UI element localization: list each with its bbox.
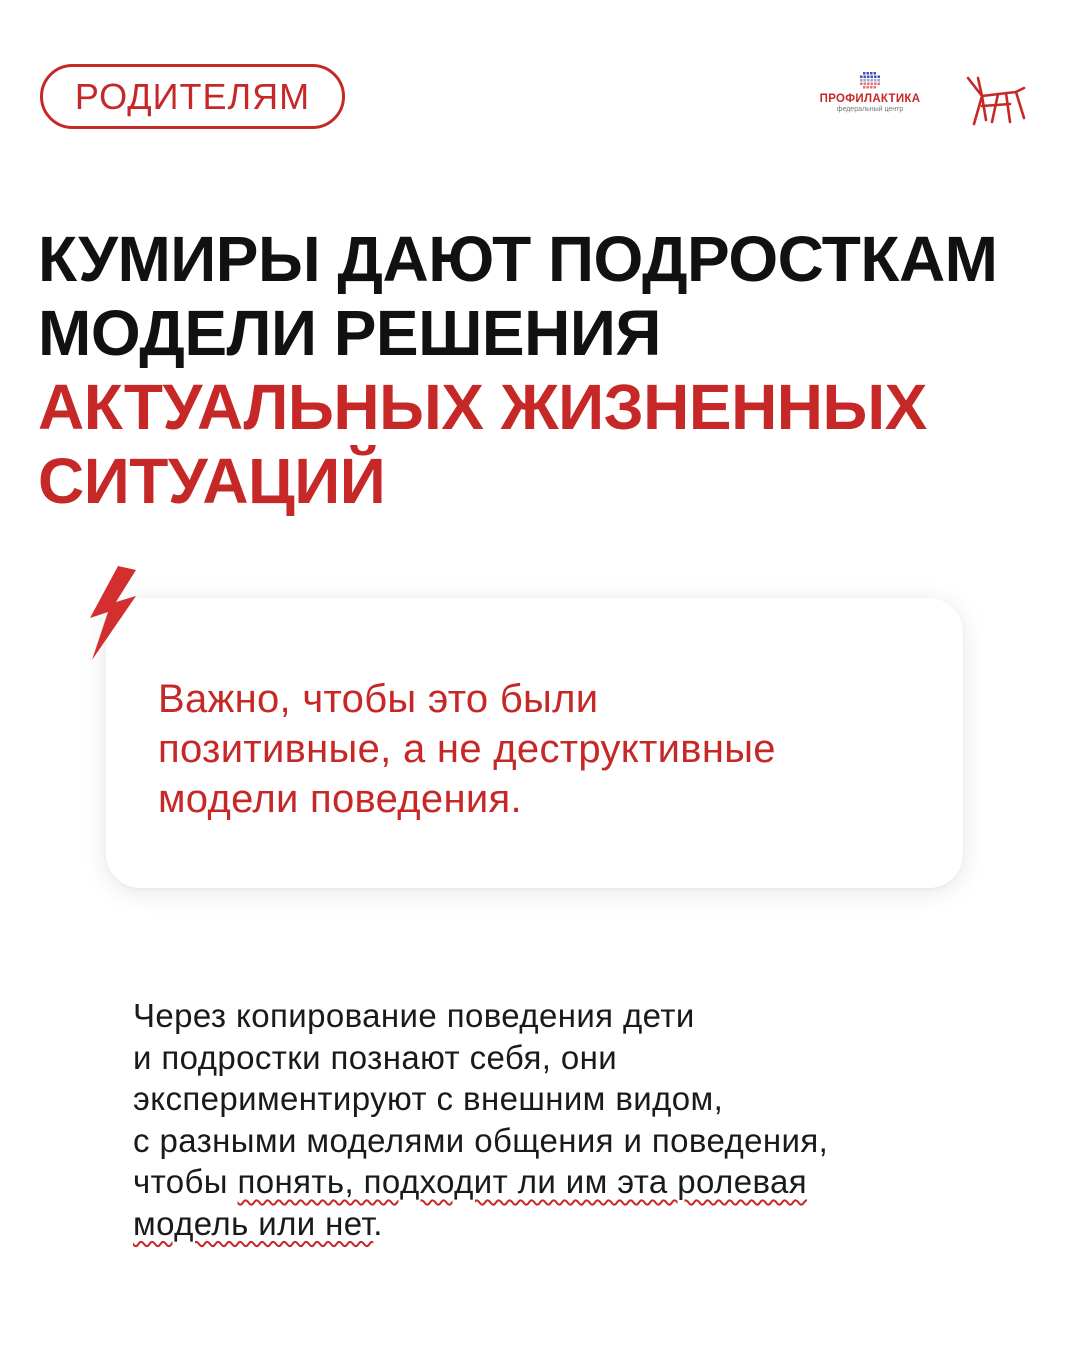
body-paragraph — [133, 995, 1033, 1244]
body-line-4: с разными моделями общения и поведения, — [133, 1121, 829, 1159]
body-line-6-end: . — [373, 1204, 383, 1242]
headline-line-1: КУМИРЫ ДАЮТ ПОДРОСТКАМ — [38, 223, 998, 295]
headline — [38, 222, 1068, 518]
profilaktika-logo — [806, 72, 934, 124]
lightning-bolt-icon — [86, 566, 140, 660]
body-line-3: экспериментируют с внешним видом, — [133, 1080, 724, 1117]
body-line-5 — [133, 1161, 1033, 1203]
headline-line-2: МОДЕЛИ РЕШЕНИЯ — [38, 297, 661, 369]
headline-line-4: СИТУАЦИЙ — [38, 445, 386, 517]
logo-mark-icon — [964, 74, 1028, 126]
callout-line-3: модели поведения. — [158, 777, 522, 821]
body-line-2: и подростки познают себя, они — [133, 1038, 618, 1076]
headline-line-3: АКТУАЛЬНЫХ ЖИЗНЕННЫХ — [38, 371, 927, 443]
body-line-5-plain: чтобы — [133, 1163, 238, 1200]
logo-grid-icon — [859, 72, 881, 90]
body-line-6-marked: модель или нет — [133, 1204, 374, 1242]
logo-subtitle: федеральный центр — [836, 106, 904, 113]
logo-name: ПРОФИЛАКТИКА — [819, 93, 921, 105]
callout-text — [158, 674, 948, 824]
callout-card — [106, 598, 963, 888]
body-line-6 — [133, 1203, 1033, 1245]
body-line-5-marked: понять, подходит ли им эта ролевая — [237, 1163, 808, 1200]
callout-line-1: Важно, чтобы это были — [158, 677, 599, 721]
audience-badge — [40, 64, 345, 129]
callout-line-2: позитивные, а не деструктивные — [158, 727, 776, 771]
body-line-1: Через копирование поведения дети — [133, 997, 695, 1034]
audience-badge-label: РОДИТЕЛЯМ — [74, 75, 311, 117]
